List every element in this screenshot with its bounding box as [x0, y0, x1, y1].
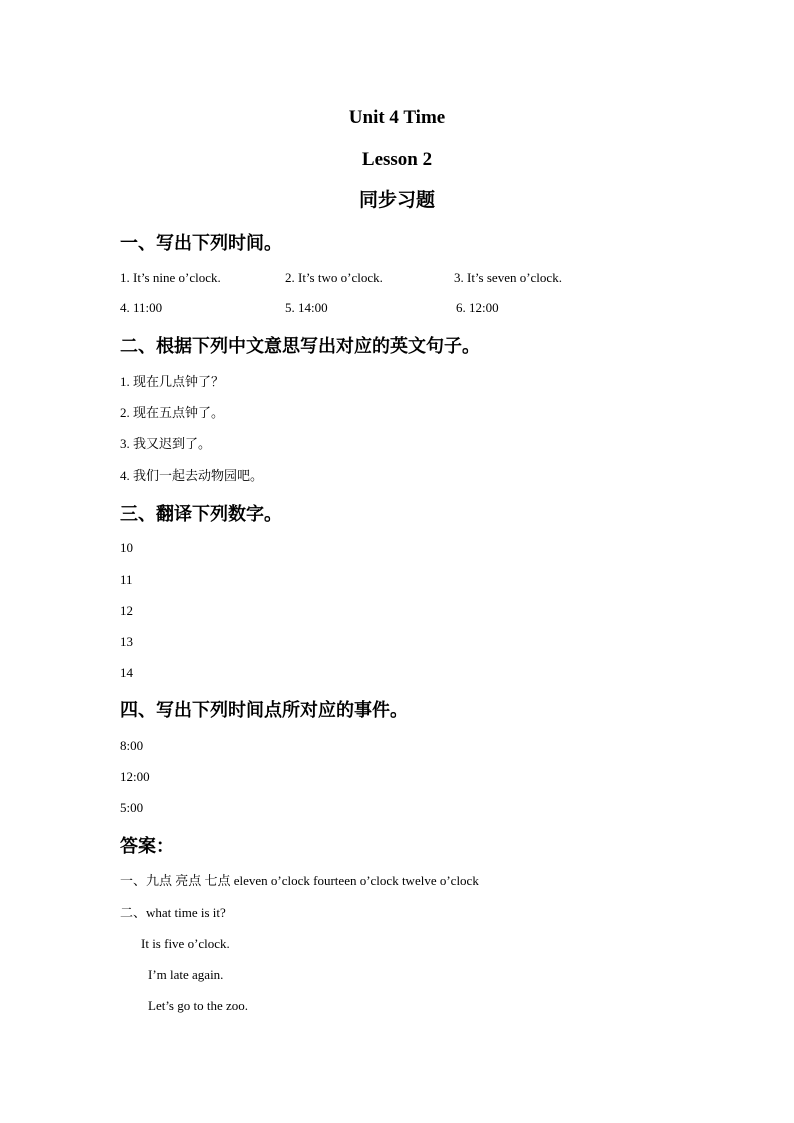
section4-item: 5:00 [120, 800, 144, 815]
unit-title: Unit 4 Time [348, 107, 446, 128]
section3-item: 11 [120, 572, 133, 587]
section3-heading: 三、翻译下列数字。 [120, 504, 282, 524]
section2-item: 4. 我们一起去动物园吧。 [120, 468, 264, 483]
section3-item: 13 [120, 634, 133, 649]
section3-item: 12 [120, 603, 133, 618]
answer-line: I’m late again. [148, 967, 224, 982]
answer-line: 二、what time is it? [120, 905, 226, 920]
section4-heading: 四、写出下列时间点所对应的事件。 [120, 700, 408, 720]
section4-item: 12:00 [120, 769, 150, 784]
answer-line: Let’s go to the zoo. [148, 998, 249, 1013]
section1-item: 5. 14:00 [285, 300, 328, 315]
section2-item: 1. 现在几点钟了？ [120, 374, 225, 389]
section2-item: 3. 我又迟到了。 [120, 436, 212, 451]
answers-heading: 答案： [120, 836, 174, 856]
section1-heading: 一、写出下列时间。 [120, 233, 282, 253]
section1-item: 1. It’s nine o’clock. [120, 270, 221, 285]
answer-line: It is five o’clock. [141, 936, 230, 951]
section2-heading: 二、根据下列中文意思写出对应的英文句子。 [120, 336, 480, 356]
section1-item: 2. It’s two o’clock. [285, 270, 383, 285]
section1-item: 6. 12:00 [456, 300, 499, 315]
lesson-title: Lesson 2 [361, 149, 433, 170]
section1-item: 3. It’s seven o’clock. [454, 270, 562, 285]
section1-item: 4. 11:00 [120, 300, 163, 315]
section3-item: 14 [120, 665, 133, 680]
answer-line: 一、九点 亮点 七点 eleven o’clock fourteen o’clock twelve o’clock [120, 873, 479, 888]
section3-item: 10 [120, 540, 133, 555]
section4-item: 8:00 [120, 738, 144, 753]
worksheet-subtitle: 同步习题 [358, 190, 435, 211]
section2-item: 2. 现在五点钟了。 [120, 405, 225, 420]
